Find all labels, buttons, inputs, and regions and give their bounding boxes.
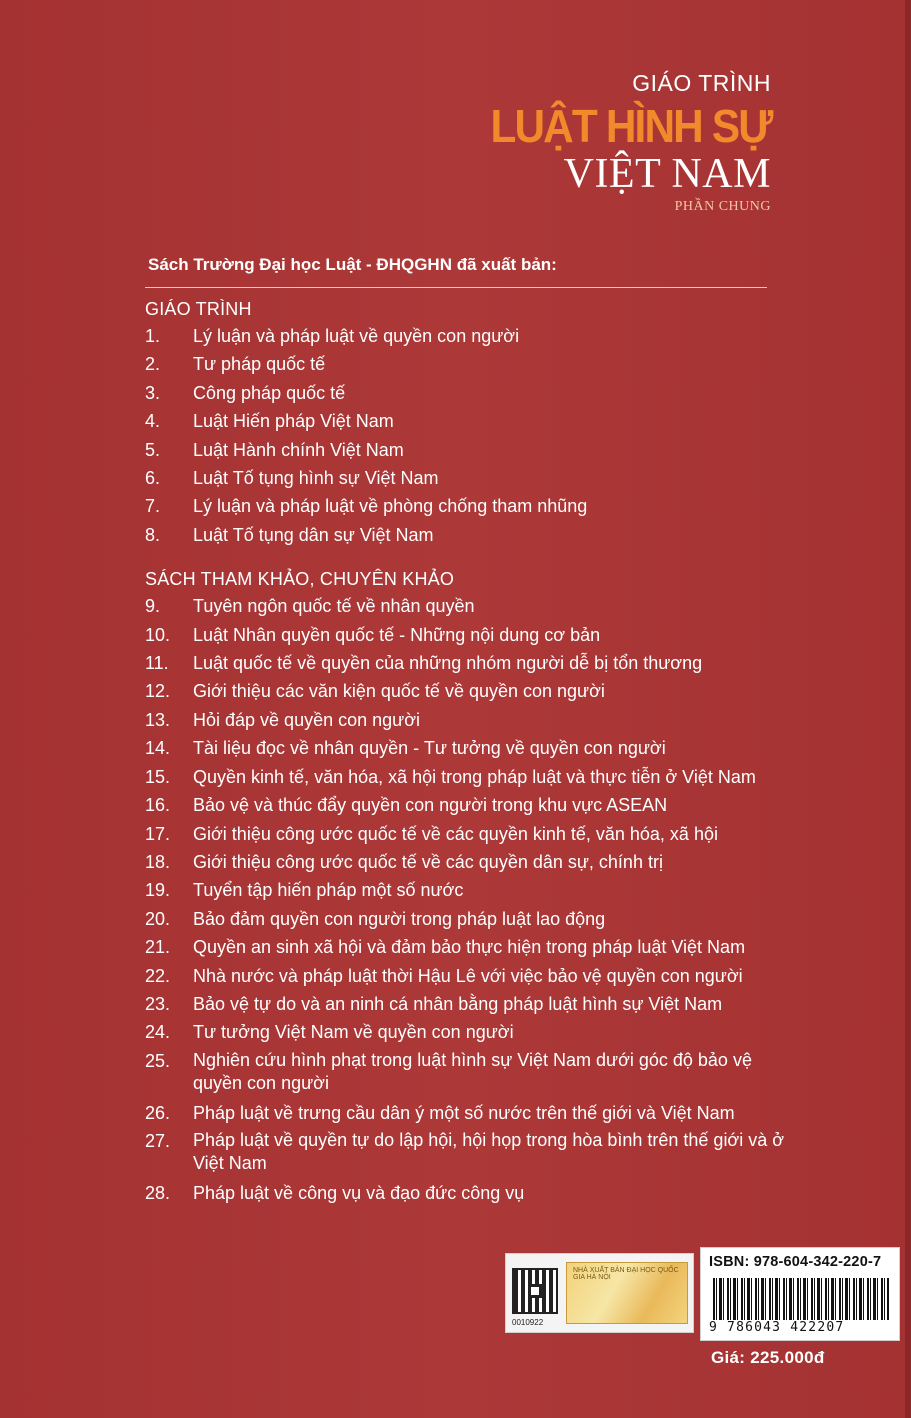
list-item: 17. Giới thiệu công ước quốc tế về các quyền kinh tế, văn hóa, xã hội (145, 823, 718, 844)
list-item: 14. Tài liệu đọc về nhân quyền - Tư tưởng về quyền con người (145, 738, 666, 759)
section-gap (145, 549, 785, 566)
list-item: 10. Luật Nhân quyền quốc tế - Những nội dung cơ bản (145, 624, 601, 645)
list-item: 13. Hỏi đáp về quyền con người (145, 709, 420, 730)
list-item: 2. Tư pháp quốc tế (145, 354, 326, 375)
list-item: 11. Luật quốc tế về quyền của những nhóm người dễ bị tổn thương (145, 653, 703, 674)
series-label: GIÁO TRÌNH (632, 70, 771, 96)
list-item: 26. Pháp luật về trưng cầu dân ý một số nước trên thế giới và Việt Nam (145, 1102, 735, 1123)
list-item: 25. Nghiên cứu hình phạt trong luật hình sự Việt Nam dưới góc độ bảo vệ quyền con người (145, 1049, 752, 1093)
book-title: LUẬT HÌNH SỰ (489, 100, 771, 152)
list-item: 23. Bảo vệ tự do và an ninh cá nhân bằng pháp luật hình sự Việt Nam (145, 993, 723, 1014)
title-block (466, 70, 771, 215)
list-item: 7. Lý luận và pháp luật về phòng chống tham nhũng (145, 496, 588, 517)
list-item: 8. Luật Tố tụng dân sự Việt Nam (145, 524, 434, 545)
hologram-seal: NHÀ XUẤT BẢN ĐẠI HỌC QUỐC GIA HÀ NỘI (566, 1262, 688, 1324)
section-title: SÁCH THAM KHẢO, CHUYÊN KHẢO (145, 569, 455, 590)
list-item: 12. Giới thiệu các văn kiện quốc tế về quyền con người (145, 681, 605, 702)
list-item: 21. Quyền an sinh xã hội và đảm bảo thực hiện trong pháp luật Việt Nam (145, 937, 746, 958)
list-item: 27. Pháp luật về quyền tự do lập hội, hội họp trong hòa bình trên thế giới và ở Việt Nam (145, 1130, 785, 1174)
anti-counterfeit-stamp (505, 1253, 694, 1333)
section-title: GIÁO TRÌNH (145, 299, 252, 319)
barcode-box (700, 1247, 900, 1341)
list-item: 6. Luật Tố tụng hình sự Việt Nam (145, 468, 439, 489)
cover-edge (905, 0, 911, 1418)
barcode-digits: 9 786043 422207 (709, 1320, 845, 1335)
list-item: 20. Bảo đảm quyền con người trong pháp luật lao động (145, 908, 606, 929)
list-item: 1. Lý luận và pháp luật về quyền con người (145, 326, 520, 346)
list-item: 22. Nhà nước và pháp luật thời Hậu Lê với việc bảo vệ quyền con người (145, 965, 743, 986)
price-label: Giá: 225.000đ (711, 1348, 825, 1367)
book-list (145, 296, 785, 1208)
divider-rule (145, 287, 767, 288)
list-item: 24. Tư tưởng Việt Nam về quyền con người (145, 1022, 514, 1043)
list-item: 19. Tuyển tập hiến pháp một số nước (145, 880, 464, 901)
list-item: 28. Pháp luật về công vụ và đạo đức công vụ (145, 1183, 525, 1204)
book-subtitle: VIỆT NAM (563, 151, 771, 197)
publisher-heading: Sách Trường Đại học Luật - ĐHQGHN đã xuất bản: (148, 255, 557, 274)
list-item: 9. Tuyên ngôn quốc tế về nhân quyền (145, 596, 475, 617)
list-item: 15. Quyền kinh tế, văn hóa, xã hội trong pháp luật và thực tiễn ở Việt Nam (145, 766, 756, 787)
list-item: 5. Luật Hành chính Việt Nam (145, 439, 404, 460)
list-item: 18. Giới thiệu công ước quốc tế về các quyền dân sự, chính trị (145, 851, 663, 872)
stamp-serial: 0010922 (512, 1318, 544, 1327)
list-item: 3. Công pháp quốc tế (145, 382, 346, 403)
list-item: 16. Bảo vệ và thúc đẩy quyền con người trong khu vực ASEAN (145, 795, 668, 816)
isbn-label: ISBN: 978-604-342-220-7 (709, 1254, 882, 1270)
list-item: 4. Luật Hiến pháp Việt Nam (145, 411, 394, 432)
barcode-icon (713, 1278, 889, 1320)
book-part: PHẦN CHUNG (674, 199, 771, 214)
qr-code-icon (512, 1268, 558, 1314)
